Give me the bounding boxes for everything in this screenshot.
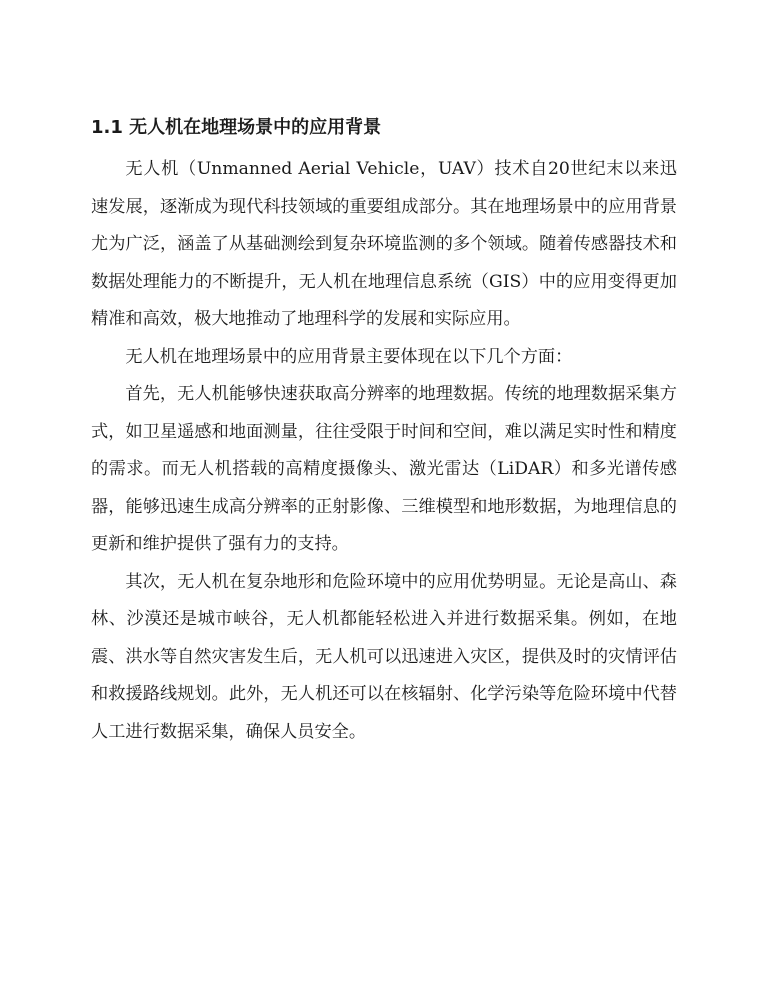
paragraph-intro: 无人机（Unmanned Aerial Vehicle，UAV）技术自20世纪末以来迅速发展，逐渐成为现代科技领域的重要组成部分。其在地理场景中的应用背景尤为广泛，涵盖了从基础测绘到复杂环境监测的多个领域。随着传感器技术和数据处理能力的不断提升，无人机在地理信息系统（GIS）中的应用变得更加精准和高效，极大地推动了地理科学的发展和实际应用。 [91, 159, 677, 329]
paragraph-first-point: 首先，无人机能够快速获取高分辨率的地理数据。传统的地理数据采集方式，如卫星遥感和地面测量，往往受限于时间和空间，难以满足实时性和精度的需求。而无人机搭载的高精度摄像头、激光雷达（LiDAR）和多光谱传感器，能够迅速生成高分辨率的正射影像、三维模型和地形数据，为地理信息的更新和维护提供了强有力的支持。 [91, 384, 677, 554]
section-heading: 1.1 无人机在地理场景中的应用背景 [91, 117, 382, 138]
paragraph-overview: 无人机在地理场景中的应用背景主要体现在以下几个方面： [125, 346, 573, 367]
section-body [91, 151, 677, 751]
paragraph-second-point: 其次，无人机在复杂地形和危险环境中的应用优势明显。无论是高山、森林、沙漠还是城市峡谷，无人机都能轻松进入并进行数据采集。例如，在地震、洪水等自然灾害发生后，无人机可以迅速进入灾区，提供及时的灾情评估和救援路线规划。此外，无人机还可以在核辐射、化学污染等危险环境中代替人工进行数据采集，确保人员安全。 [91, 571, 677, 742]
